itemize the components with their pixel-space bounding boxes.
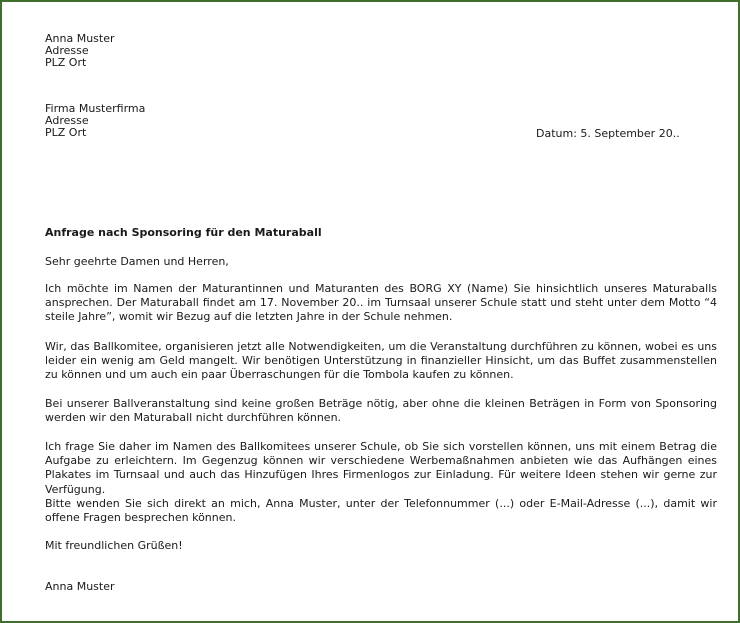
paragraph-introduction: Ich möchte im Namen der Maturantinnen und Maturanten des BORG XY (Name) Sie hinsichtlich unseres Maturaballs ansprechen. Der Maturaball findet am 17. November 20.. im Turnsaal unserer Schule statt und steht unter dem Motto “4 steile Jahre”, womit wir Bezug auf die letzten Jahre in der Schule nehmen. [45, 282, 717, 324]
sender-street: Adresse [45, 44, 89, 57]
recipient-company: Firma Musterfirma [45, 102, 146, 115]
letter-subject: Anfrage nach Sponsoring für den Maturaball [45, 226, 322, 239]
paragraph-request: Ich frage Sie daher im Namen des Ballkomitees unserer Schule, ob Sie sich vorstellen können, uns mit einem Betrag die Aufgabe zu erleichtern. Im Gegenzug können wir verschiedene Werbemaßnahmen anbieten wie das Aufhängen eines Plakates im Turnsaal und auch das Hinzufügen Ihres Firmenlogos zur Einladung. Für weitere Ideen stehen wir gerne zur Verfügung. [45, 440, 717, 496]
letter-date: Datum: 5. September 20.. [536, 127, 680, 140]
sender-name: Anna Muster [45, 32, 115, 45]
paragraph-contact: Bitte wenden Sie sich direkt an mich, Anna Muster, unter der Telefonnummer (...) oder E-Mail-Adresse (...), damit wir offene Fragen besprechen können. [45, 497, 717, 525]
paragraph-need: Wir, das Ballkomitee, organisieren jetzt alle Notwendigkeiten, um die Veranstaltung durchführen zu können, wobei es uns leider ein wenig am Geld mangelt. Wir benötigen Unterstützung in finanzieller Hinsicht, um das Buffet zusammenstellen zu können und um auch ein paar Überraschungen für die Tombola kaufen zu können. [45, 340, 717, 382]
recipient-city: PLZ Ort [45, 126, 87, 139]
sender-address-block [45, 33, 115, 69]
letter-signature: Anna Muster [45, 580, 115, 593]
sender-city: PLZ Ort [45, 56, 87, 69]
recipient-street: Adresse [45, 114, 89, 127]
recipient-address-block [45, 103, 145, 139]
paragraph-amount: Bei unserer Ballveranstaltung sind keine großen Beträge nötig, aber ohne die kleinen Beträgen in Form von Sponsoring werden wir den Maturaball nicht durchführen können. [45, 397, 717, 425]
letter-salutation: Sehr geehrte Damen und Herren, [45, 255, 229, 268]
letter-closing: Mit freundlichen Grüßen! [45, 539, 183, 552]
